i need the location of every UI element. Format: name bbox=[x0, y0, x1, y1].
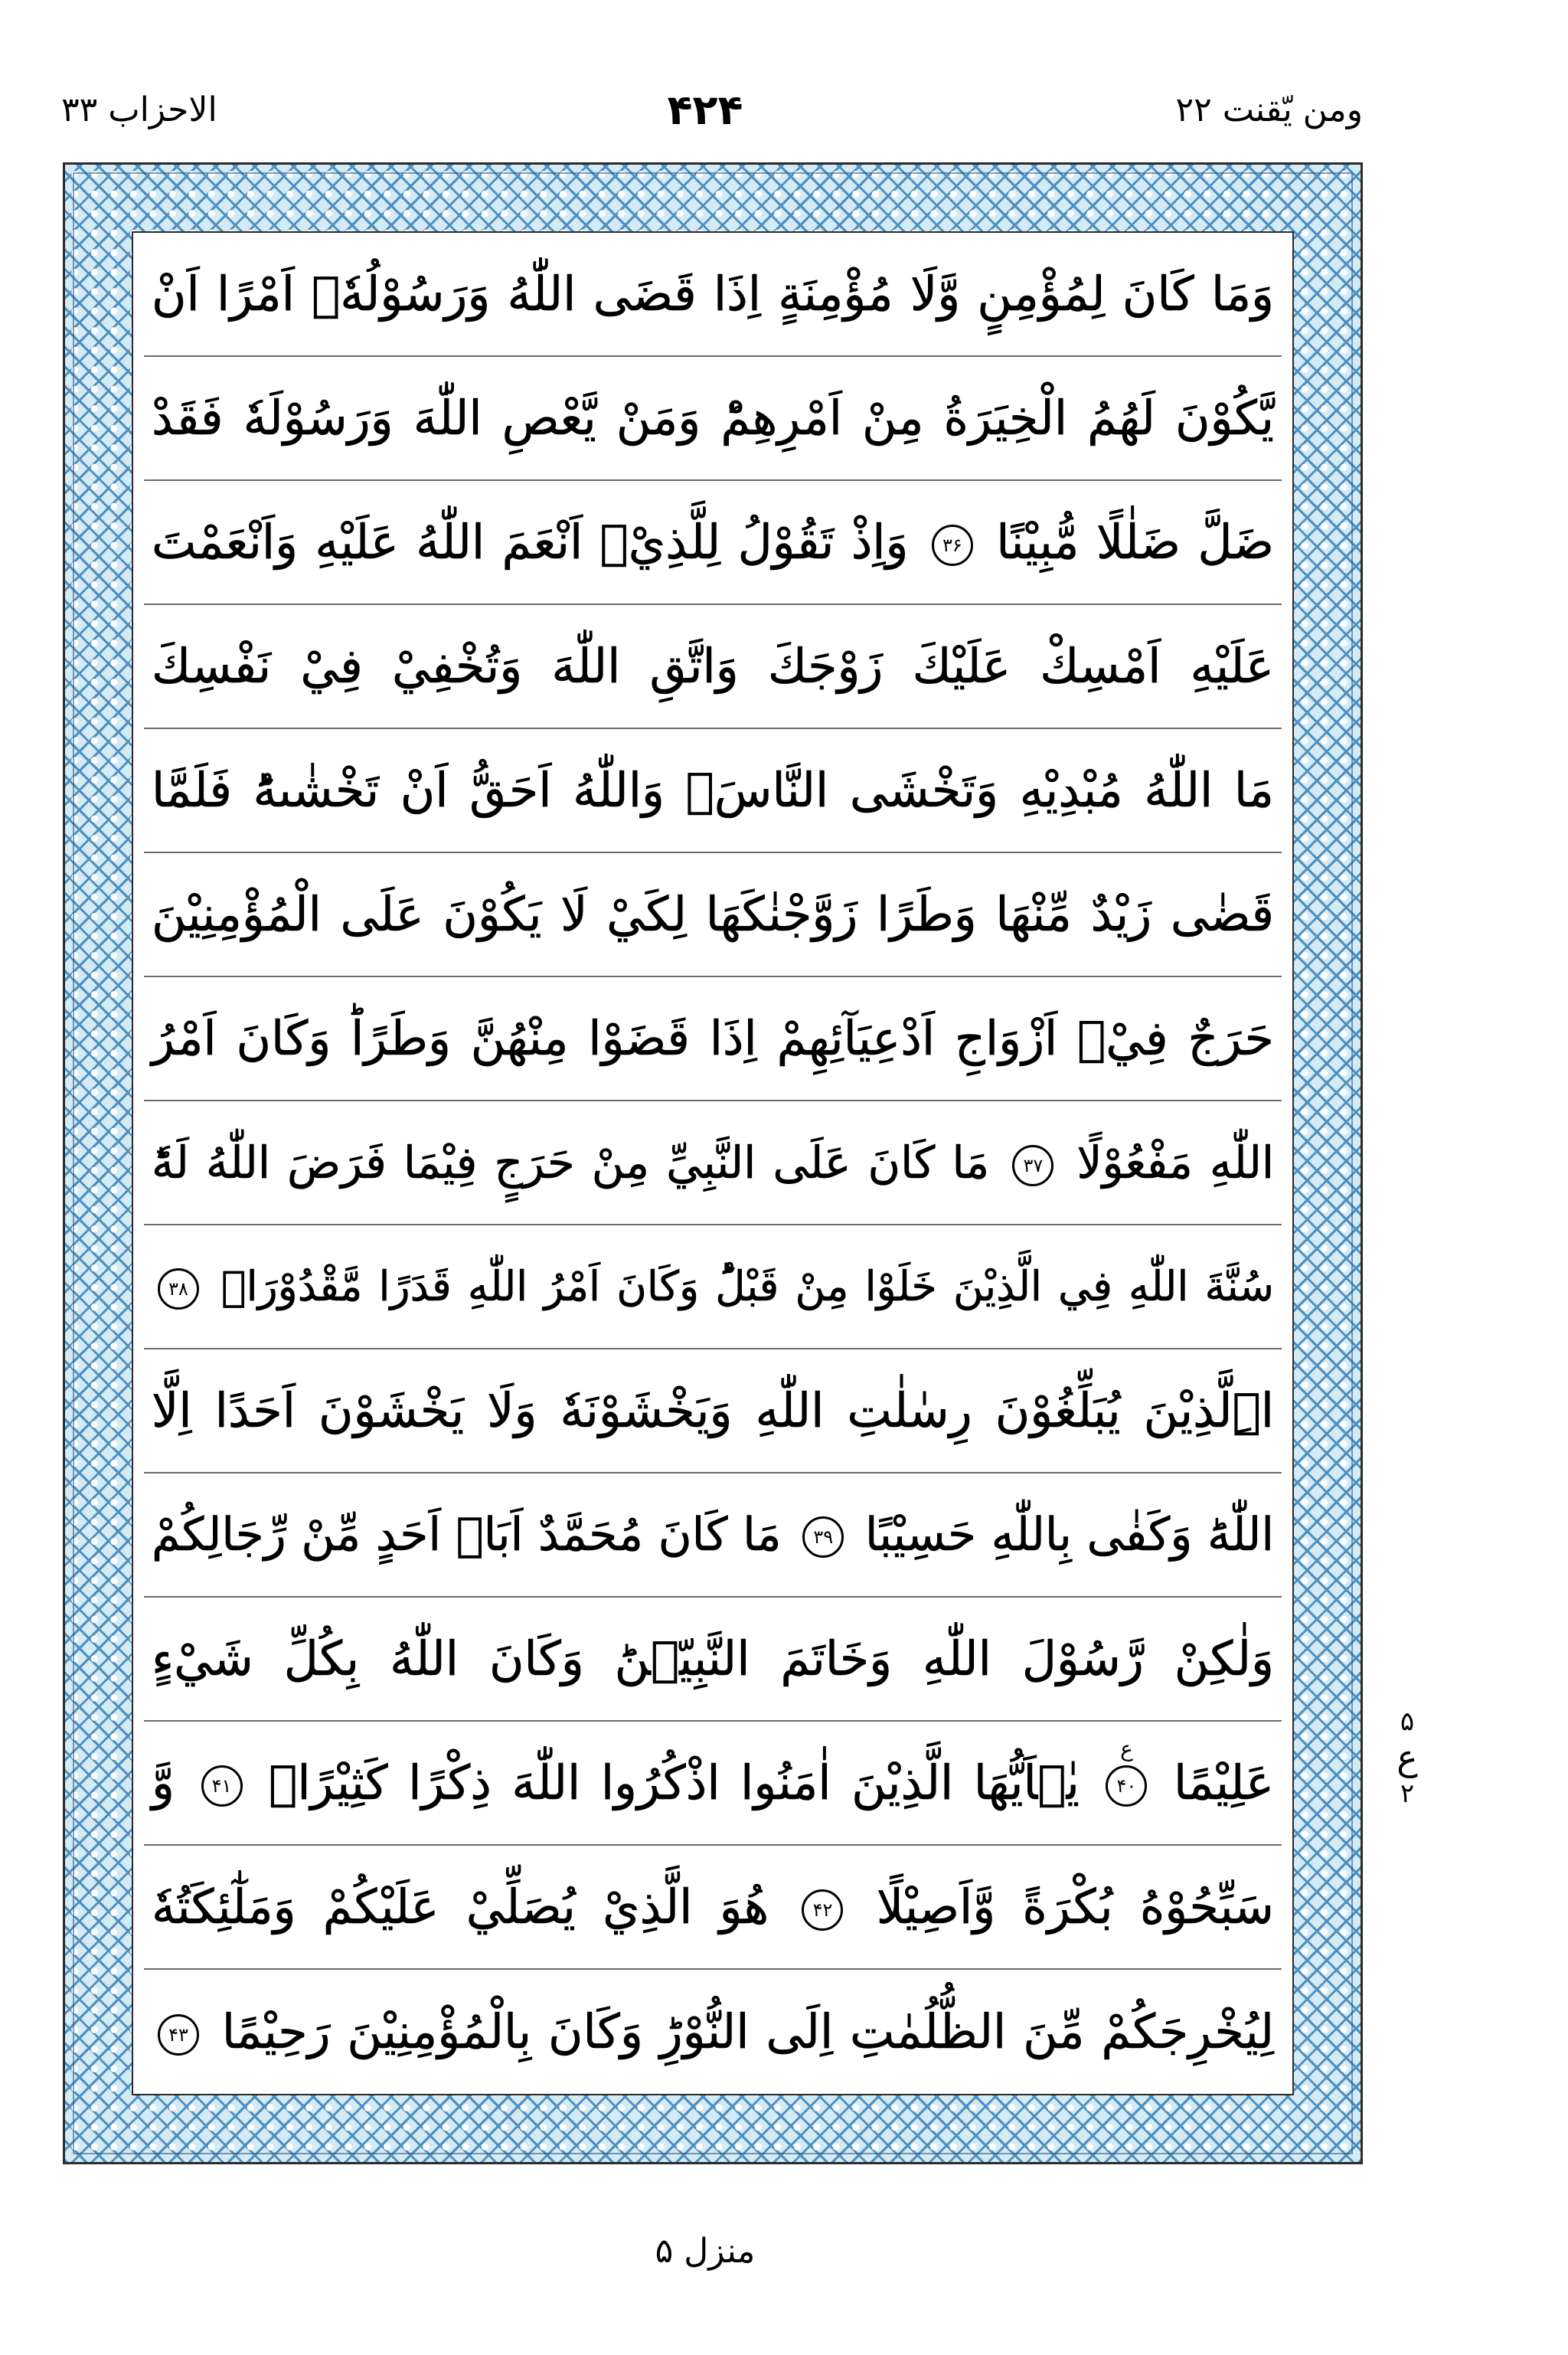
quran-line bbox=[144, 853, 1282, 977]
verse-text: اِۨلَّذِيْنَ يُبَلِّغُوْنَ رِسٰلٰتِ اللّٰهِ وَيَخْشَوْنَهٗ وَلَا يَخْشَوْنَ اَحَدًا اِلَّا bbox=[152, 1382, 1274, 1438]
ayah-number: ۴۳ bbox=[168, 2023, 188, 2046]
line-text bbox=[144, 1365, 1282, 1457]
ayah-end-marker bbox=[158, 2014, 199, 2056]
ruku-marker-bottom-number: ۲ bbox=[1400, 1778, 1415, 1809]
ayah-end-marker bbox=[201, 1765, 243, 1807]
verse-text: وَلٰكِنْ رَّسُوْلَ اللّٰهِ وَخَاتَمَ النَّبِيّٖنَؕ وَكَانَ اللّٰهُ بِكُلِّ شَيْءٍ bbox=[152, 1631, 1274, 1686]
ayah-number: ۳۶ bbox=[942, 534, 962, 556]
verse-text: سُنَّةَ اللّٰهِ فِي الَّذِيْنَ خَلَوْا مِنْ قَبْلُؕ وَكَانَ اَمْرُ اللّٰهِ قَدَرًا مَّقْدُوْرَاۙ bbox=[221, 1262, 1274, 1310]
ayah-end-marker bbox=[802, 1889, 843, 1931]
quran-line bbox=[144, 1722, 1282, 1846]
page-number: ۴۲۴ bbox=[667, 86, 743, 134]
quran-line bbox=[144, 481, 1282, 605]
line-text bbox=[144, 248, 1282, 340]
ayah-end-marker bbox=[932, 525, 973, 566]
quran-line bbox=[144, 1101, 1282, 1225]
ayah-end-marker bbox=[802, 1516, 844, 1558]
surah-name-header: الاحزاب ۳۳ bbox=[61, 90, 217, 129]
line-text bbox=[144, 1241, 1282, 1333]
verse-text: اللّٰهِ مَفْعُوْلًا bbox=[1076, 1137, 1274, 1189]
para-name-header: ومن يّقنت ۲۲ bbox=[1175, 90, 1363, 129]
verse-text: هُوَ الَّذِيْ يُصَلِّيْ عَلَيْكُمْ وَمَلٰٓئِكَتُهٗ bbox=[152, 1879, 769, 1935]
line-text bbox=[144, 372, 1282, 464]
verse-text: مَا كَانَ مُحَمَّدٌ اَبَاۤ اَحَدٍ مِّنْ رِّجَالِكُمْ bbox=[152, 1508, 782, 1562]
quran-line bbox=[144, 1225, 1282, 1349]
verse-text: حَرَجٌ فِيْۤ اَزْوَاجِ اَدْعِيَآئِهِمْ اِذَا قَضَوْا مِنْهُنَّ وَطَرًاؕ وَكَانَ اَمْرُ bbox=[152, 1010, 1274, 1066]
quran-line bbox=[144, 233, 1282, 357]
verse-text: وَمَا كَانَ لِمُؤْمِنٍ وَّلَا مُؤْمِنَةٍ اِذَا قَضَى اللّٰهُ وَرَسُوْلُهٗۤ اَمْرًا اَنْ bbox=[152, 266, 1274, 322]
line-text bbox=[144, 1737, 1282, 1829]
verse-text: ضَلَّ ضَلٰلًا مُّبِيْنًا bbox=[996, 514, 1274, 570]
quran-line bbox=[144, 1474, 1282, 1598]
verse-text: اللّٰهَؕ وَكَفٰى بِاللّٰهِ حَسِيْبًا bbox=[864, 1508, 1275, 1562]
ruku-end-mark: ع bbox=[1120, 1735, 1133, 1761]
line-text bbox=[144, 1613, 1282, 1705]
verse-text: لِيُخْرِجَكُمْ مِّنَ الظُّلُمٰتِ اِلَى النُّوْرِؕ وَكَانَ بِالْمُؤْمِنِيْنَ رَحِيْمًا bbox=[221, 2003, 1274, 2059]
quran-line bbox=[144, 357, 1282, 481]
verse-text: يَّكُوْنَ لَهُمُ الْخِيَرَةُ مِنْ اَمْرِهِمْؕ وَمَنْ يَّعْصِ اللّٰهَ وَرَسُوْلَهٗ فَقَدْ bbox=[152, 390, 1274, 446]
verse-text: سَبِّحُوْهُ بُكْرَةً وَّاَصِيْلًا bbox=[876, 1879, 1275, 1935]
ruku-marker bbox=[1377, 1706, 1438, 1809]
quran-line bbox=[144, 1846, 1282, 1970]
decorative-page-border bbox=[63, 162, 1363, 2164]
quran-text-body bbox=[132, 231, 1294, 2095]
line-text bbox=[144, 1986, 1282, 2078]
verse-text: قَضٰى زَيْدٌ مِّنْهَا وَطَرًا زَوَّجْنٰكَهَا لِكَيْ لَا يَكُوْنَ عَلَى الْمُؤْمِنِيْنَ bbox=[152, 886, 1274, 942]
line-text bbox=[144, 496, 1282, 588]
ayah-end-marker bbox=[1012, 1145, 1054, 1186]
verse-text: وَاِذْ تَقُوْلُ لِلَّذِيْۤ اَنْعَمَ اللّٰهُ عَلَيْهِ وَاَنْعَمْتَ bbox=[152, 514, 909, 570]
ayah-number: ۴۱ bbox=[211, 1774, 232, 1797]
line-text bbox=[144, 1117, 1282, 1209]
line-text bbox=[144, 868, 1282, 960]
ruku-sign: ع bbox=[1396, 1737, 1418, 1778]
line-text bbox=[144, 620, 1282, 712]
verse-text: عَلِيْمًا bbox=[1174, 1755, 1274, 1810]
quran-line bbox=[144, 605, 1282, 729]
manzil-footer: منزل ۵ bbox=[655, 2232, 756, 2271]
quran-line bbox=[144, 1349, 1282, 1474]
ayah-number: ۳۸ bbox=[168, 1278, 188, 1300]
verse-text: وَّ bbox=[152, 1755, 175, 1810]
verse-text: يٰۤاَيُّهَا الَّذِيْنَ اٰمَنُوا اذْكُرُوا اللّٰهَ ذِكْرًا كَثِيْرًاۙ bbox=[269, 1755, 1080, 1810]
quran-line bbox=[144, 977, 1282, 1101]
line-text bbox=[144, 1861, 1282, 1953]
quran-line bbox=[144, 1970, 1282, 2094]
ayah-number: ۳۹ bbox=[813, 1526, 834, 1549]
ruku-marker-top-number: ۵ bbox=[1400, 1706, 1415, 1737]
ayah-number: ۴۰ bbox=[1116, 1774, 1137, 1797]
verse-text: عَلَيْهِ اَمْسِكْ عَلَيْكَ زَوْجَكَ وَاتَّقِ اللّٰهَ وَتُخْفِيْ فِيْ نَفْسِكَ bbox=[152, 638, 1274, 694]
ayah-number: ۴۲ bbox=[812, 1899, 833, 1921]
line-text bbox=[144, 1489, 1282, 1581]
quran-line bbox=[144, 729, 1282, 853]
ayah-end-marker bbox=[158, 1268, 199, 1310]
verse-text: مَا اللّٰهُ مُبْدِيْهِ وَتَخْشَى النَّاسَۚ وَاللّٰهُ اَحَقُّ اَنْ تَخْشٰىهُؕ فَلَمَّا bbox=[152, 762, 1274, 818]
line-text bbox=[144, 993, 1282, 1084]
verse-text: مَا كَانَ عَلَى النَّبِيِّ مِنْ حَرَجٍ فِيْمَا فَرَضَ اللّٰهُ لَهٗؕ bbox=[152, 1137, 990, 1189]
ayah-end-marker bbox=[1106, 1735, 1147, 1807]
line-text bbox=[144, 744, 1282, 836]
ayah-number: ۳۷ bbox=[1023, 1154, 1044, 1176]
quran-line bbox=[144, 1598, 1282, 1722]
